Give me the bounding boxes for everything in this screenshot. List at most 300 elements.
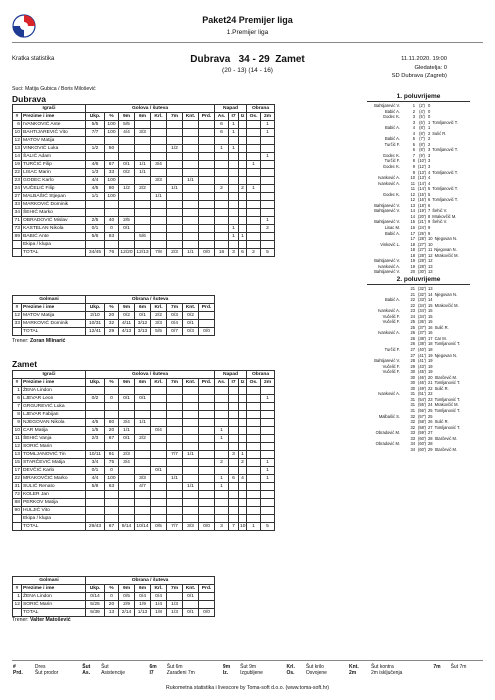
stat-cell [215,193,229,201]
legend-key: Knt. [349,664,359,670]
stat-cell: 1/1 [135,169,151,177]
stat-cell: 4/7 [135,483,151,491]
away-score: 13 [428,285,433,291]
stat-cell: 1/1 [135,161,151,169]
stat-cell: 12 [13,601,22,609]
away-score: 16 [428,324,433,330]
goalkeeper-name: TOTAL [22,328,86,336]
stat-cell [199,320,215,328]
player-row [13,491,275,499]
stat-cell [199,395,215,403]
home-score: 34 [410,441,415,447]
stat-cell: 31 [13,483,22,491]
away-score: 9 [428,219,431,225]
stat-cell: 5/6 [135,233,151,241]
stat-cell [135,451,151,459]
stat-cell: 7 [13,403,22,411]
stat-cell [167,443,183,451]
away-score: 6 [428,202,431,208]
stat-cell [86,241,105,249]
stat-cell [215,209,229,217]
event-minute: (8') [419,147,425,153]
col-header: 7m [167,304,183,312]
stat-cell: 5/25 [86,601,105,609]
stat-cell: 1 [247,161,261,169]
home-scorer: Lisac M. [384,225,400,231]
stat-cell [261,169,275,177]
stat-cell: 11 [13,435,22,443]
stat-cell [151,451,167,459]
event-minute: (60') [417,441,427,447]
stat-cell: 1 [229,129,239,137]
col-header: 7m [167,113,183,121]
stat-cell [167,153,183,161]
col-header: Krl. [151,379,167,387]
column-header-row [13,585,215,593]
stat-cell: 34/45 [86,249,105,257]
referees: Suci: Matija Gubica / Boris Milošević [12,86,96,92]
stat-cell [261,435,275,443]
stat-cell [229,499,239,507]
stat-cell: 1/1 [151,193,167,201]
player-row [13,459,275,467]
legend-desc [450,670,483,676]
player-row [13,209,275,217]
stat-cell [105,491,119,499]
home-score: 11 [410,186,415,192]
home-score: 17 [410,230,415,236]
stat-cell [151,201,167,209]
stat-cell: 1 [229,225,239,233]
stat-cell [86,387,105,395]
stat-cell [151,507,167,515]
stat-cell: 91 [105,451,119,459]
home-score: 20 [410,269,415,275]
stat-cell [239,209,247,217]
stat-cell [135,137,151,145]
stat-cell: 1/1 [183,483,199,491]
stat-cell [167,491,183,499]
home-score: 11 [410,180,415,186]
away-score: 2 [428,136,431,142]
col-header: 2m [261,379,275,387]
stat-cell [199,177,215,185]
stat-cell [239,515,247,523]
stat-cell [229,209,239,217]
stat-cell: 6 [13,121,22,129]
stat-cell: 12/20 [120,250,133,255]
stat-cell: 29/43 [86,523,105,531]
stat-cell: 90 [13,507,22,515]
stat-cell [261,443,275,451]
stat-cell: 2 [239,185,247,193]
event-minute: (38') [417,335,427,341]
footer: Rukometna statistika i livescore by Toma-soft d.o.o. (www.toma-soft.hr) [165,685,330,691]
player-row [13,403,275,411]
stat-cell [199,475,215,483]
stat-cell [167,217,183,225]
stat-cell [151,491,167,499]
away-score: 19 [428,358,433,364]
away-scorer: Tomljanović T. [434,407,461,413]
coach-name: Zoran Mlinarić [29,338,66,344]
saves-group-label: Obrana / šuteva [86,296,215,304]
stat-cell: 3/12 [135,320,151,328]
away-score: 0 [428,103,431,108]
event-minute: (14') [417,186,427,192]
stat-cell: 1 [229,233,239,241]
home-scorer: Turčić F. [384,346,400,352]
stat-cell: 0/1 [86,467,105,475]
goalkeeper-stats-table [12,576,215,617]
away-score: 16 [428,330,433,336]
stat-cell [199,121,215,129]
stat-cell: 2/3 [119,451,135,459]
stat-cell [167,121,183,129]
stat-cell: 10/11 [86,451,105,459]
stat-cell [167,427,183,435]
stat-cell: 0/2 [183,312,199,320]
event-minute: (28') [417,263,427,269]
home-score: 2 [412,108,415,114]
away-scorer: Šehić V. [432,219,448,225]
stat-cell [183,241,199,249]
stat-cell: 10 [13,427,22,435]
away-score: 26 [428,419,433,425]
stat-cell: 10/14 [136,524,149,529]
col-header: 7m [167,585,183,593]
stat-cell [261,241,275,249]
stat-cell: 3 [215,523,229,531]
home-score: 29 [410,363,415,369]
home-score: 24 [410,313,415,319]
stat-cell [135,241,151,249]
group-header-row [13,296,215,304]
col-header: Ukp. [86,379,105,387]
away-score: 19 [428,352,433,358]
stat-cell: 3/3 [135,475,151,483]
stat-cell [215,403,229,411]
stat-cell: 1 [239,233,247,241]
coach-home [12,338,65,344]
player-row [13,443,275,451]
away-score: 12 [428,258,433,264]
stat-cell: 3 [229,451,239,459]
stat-cell [199,185,215,193]
stat-cell [183,435,199,443]
stat-cell [229,185,239,193]
stat-cell [247,225,261,233]
stat-cell [183,209,199,217]
event-minute: (49') [417,385,427,391]
stat-cell [229,153,239,161]
event-minute: (8') [419,141,425,147]
stat-cell: 1/1 [167,185,183,193]
player-row [13,515,275,523]
player-name: TOTAL [22,523,86,531]
home-score: 31 [410,407,415,413]
stat-cell: 0/2 [119,312,135,320]
home-score: 27 [410,346,415,352]
home-scorer: Godec K. [382,152,400,158]
away-scorer: Njegovan N. [434,352,458,358]
stat-cell [199,601,215,609]
stat-cell: 29 [105,328,119,336]
legend-desc: Osvojene [305,670,327,676]
stat-cell [119,137,135,145]
stat-cell: 63 [105,483,119,491]
away-score: 8 [428,213,431,219]
legend-key: As. [82,670,91,676]
home-score: 15 [410,219,415,225]
stat-cell [239,435,247,443]
home-score: 1 [412,103,415,108]
stat-cell: 33 [13,320,22,328]
col-header: 6m [135,113,151,121]
stat-cell: 1 [261,395,275,403]
stat-cell: 0/1 [86,225,105,233]
player-row [13,499,275,507]
stat-cell [151,121,167,129]
stat-cell [261,515,275,523]
player-name: BAHTIJAREVIĆ Vito [22,129,86,137]
stat-cell [167,169,183,177]
home-score: 32 [410,424,415,430]
stat-cell [229,403,239,411]
col-header: Ukp. [86,585,105,593]
stat-cell: 0/1 [135,312,151,320]
stat-cell: 83 [105,233,119,241]
goalkeeper-row [13,312,215,320]
stat-cell: 1 [261,459,275,467]
home-score: 14 [410,213,415,219]
stat-cell [261,499,275,507]
stat-cell: 80 [105,419,119,427]
stat-cell [247,443,261,451]
stat-cell [151,499,167,507]
shots-group-label: Golova / šuteva [86,105,215,113]
stat-cell: 20 [105,601,119,609]
away-score: 11 [428,247,433,253]
stat-cell [239,225,247,233]
stat-cell: 76 [105,249,119,257]
away-score-scorer [428,447,457,453]
home-score: 18 [410,252,415,258]
event-minute: (60') [417,446,427,452]
event-minute: (36') [417,319,427,325]
away-scorer: Tomljanović T. [432,147,458,153]
away-score: 14 [428,297,433,303]
player-row [13,233,275,241]
stat-cell [239,419,247,427]
stat-cell: 1 [13,387,22,395]
stat-cell [167,483,183,491]
stat-cell: 24 [13,185,22,193]
home-score: 16 [410,225,415,231]
stat-cell: 0/1 [151,467,167,475]
stat-cell [247,193,261,201]
stat-cell [151,169,167,177]
stat-cell [199,593,215,601]
away-score: 3 [428,164,431,170]
away-score: 14 [428,291,433,297]
stat-cell: 0/4 [167,320,183,328]
away-score: 13 [428,269,433,275]
legend-desc: Asistencije [101,670,125,676]
stat-cell: 1 [261,121,275,129]
stat-cell [119,411,135,419]
event-minute: (10') [417,158,427,164]
away-score: 22 [428,391,433,397]
stat-cell [261,161,275,169]
player-row [13,161,275,169]
away-scorer: Mrakovčić M. [434,302,459,308]
col-name: Prezime i ime [22,585,86,593]
legend-desc: Šut 6m [166,664,183,670]
stat-cell [215,451,229,459]
stat-cell: 0/0 [199,249,215,257]
away-score: 2 [428,130,431,136]
column-header-row [13,379,275,387]
col-header: Knt. [183,379,199,387]
legend-divider [12,660,483,661]
coach-away [12,617,71,623]
stat-cell: 3/3 [135,129,151,137]
stat-cell [239,153,247,161]
col-header: Krl. [151,304,167,312]
stat-cell: 20 [105,312,119,320]
legend-key: 2m [349,670,357,676]
legend-desc: Šut 9m [240,664,257,670]
player-row [13,121,275,129]
stat-cell: 23 [13,177,22,185]
stat-cell: 50 [105,145,119,153]
stat-cell [167,411,183,419]
event-minute: (56') [417,407,427,413]
stat-cell [247,475,261,483]
stat-cell: 0/0 [199,523,215,531]
stat-cell [215,233,229,241]
stat-cell [135,403,151,411]
away-scorer: Njegovan N. [434,247,457,253]
away-score: 27 [428,430,433,436]
stat-cell: 0 [105,395,119,403]
stat-cell [135,515,151,523]
event-minute: (21') [417,219,427,225]
home-scorer: Bahtijarević V. [374,103,400,108]
stat-cell [151,483,167,491]
stat-cell [247,507,261,515]
total-row [13,328,215,336]
stat-cell [261,411,275,419]
away-score: 5 [428,191,431,197]
stat-cell [261,387,275,395]
away-scorer: Sulić R. [434,385,449,391]
stat-cell [239,507,247,515]
stat-cell: 4/5 [86,419,105,427]
stat-cell: 2 [215,459,229,467]
stat-cell [261,185,275,193]
stat-cell: 4/13 [119,328,135,336]
legend-key: 9m [222,664,231,670]
stat-cell: 5/5 [151,328,167,336]
stat-cell: 1/13 [135,609,151,617]
stat-cell [151,411,167,419]
stat-cell: 0/5 [151,523,167,531]
stat-cell: 1 [13,593,22,601]
stat-cell [119,153,135,161]
home-scorer: Ivanković A. [378,330,400,336]
stat-cell [247,435,261,443]
home-scorer: Turčić F. [384,141,400,147]
home-score: 27 [410,352,415,358]
away-scorer: Sulić R. [432,130,447,136]
stat-cell [167,459,183,467]
stat-cell [239,491,247,499]
stat-cell: 80 [105,185,119,193]
stat-cell [167,129,183,137]
goalkeepers-group-label: Golmani [13,296,86,304]
stat-cell: 7 [229,523,239,531]
col-header: As. [215,113,229,121]
away-score: 25 [428,407,433,413]
stat-cell: 0/2 [86,395,105,403]
home-score: 14 [410,208,415,214]
stat-cell [135,387,151,395]
stat-cell [167,241,183,249]
stat-cell [247,233,261,241]
event-minute: (4') [419,108,425,114]
stat-cell [183,443,199,451]
stat-cell [151,137,167,145]
away-score: 28 [428,435,433,441]
stat-cell: 0 [105,225,119,233]
home-scorer: Ivanković A. [378,391,400,397]
away-score: 4 [428,169,431,175]
stat-cell: 1 [229,121,239,129]
away-score: 24 [428,402,433,408]
home-scorer: Malbašić S. [378,413,400,419]
stat-cell: 0/7 [167,328,183,336]
legend-key: Os. [286,670,295,676]
stat-cell [199,491,215,499]
home-scorer: Bahtijarević V. [374,358,400,364]
stat-cell [247,217,261,225]
player-row [13,475,275,483]
stat-cell [199,507,215,515]
stat-cell: 5/5 [119,121,135,129]
stat-cell: 2 [247,249,261,257]
team-name-home: Dubrava [12,94,47,104]
player-name: KASTELAN Nikola [22,225,86,233]
player-row [13,387,275,395]
legend-desc: Šut kontra [370,664,394,670]
home-scorer: Turčić F. [384,158,400,164]
stat-cell [247,427,261,435]
player-name: DEVČIĆ Karlo [22,467,86,475]
home-score: 13 [410,202,415,208]
away-score: 10 [428,236,433,242]
stat-cell [119,491,135,499]
stat-cell [151,145,167,153]
stat-cell [135,459,151,467]
event-minute: (8') [419,125,425,131]
event-minute: (26') [417,230,427,236]
stat-cell [167,209,183,217]
stat-cell [229,483,239,491]
col-header: Iz [239,379,247,387]
goalkeeper-row [13,320,215,328]
